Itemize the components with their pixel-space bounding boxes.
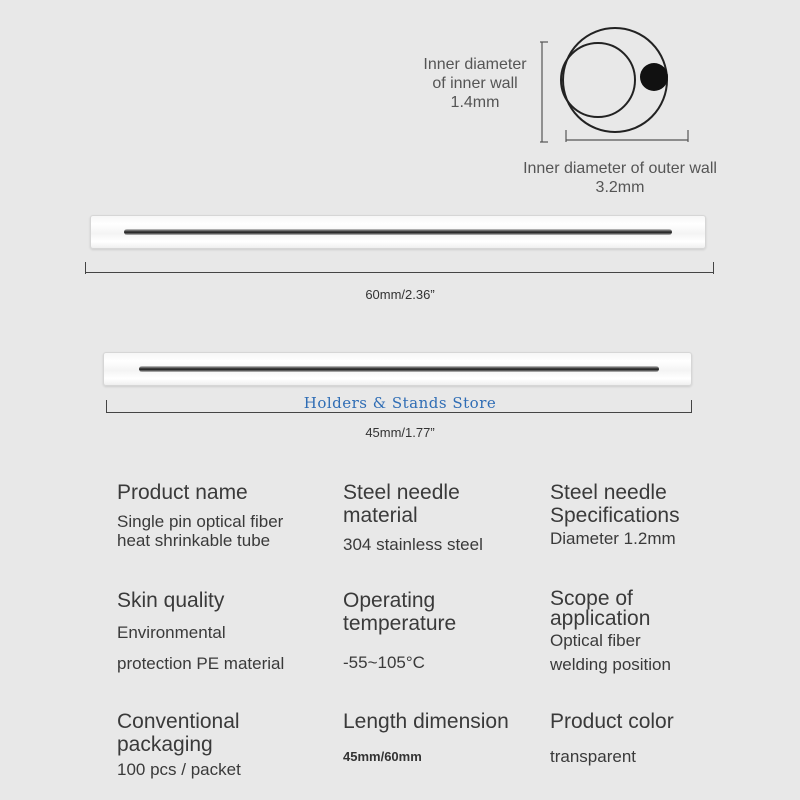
spec-value: transparent (550, 747, 636, 766)
outer-dim-bracket (560, 128, 692, 144)
dimension-label-45mm: 45mm/1.77” (365, 425, 435, 440)
dimension-line-60mm (85, 272, 714, 273)
tube-60mm (90, 215, 706, 249)
spec-conventional-packaging (117, 710, 337, 780)
spec-product-name (117, 481, 337, 550)
dimension-cap-left-60mm (85, 262, 86, 274)
outer-wall-value: 3.2mm (595, 179, 645, 196)
inner-wall-circle (561, 43, 635, 117)
inner-wall-label-line1: Inner diameter (423, 56, 527, 73)
needle-45mm (139, 366, 659, 372)
store-watermark: Holders & Stands Store (303, 394, 497, 412)
spec-label-line1: Steel needle (343, 481, 460, 504)
spec-value: -55~105°C (343, 653, 425, 672)
spec-label: Length dimension (343, 710, 509, 733)
dimension-label-60mm: 60mm/2.36” (365, 287, 435, 302)
spec-label: Skin quality (117, 589, 225, 612)
needle-60mm (124, 229, 672, 235)
spec-label-line2: Specifications (550, 504, 680, 527)
needle-dot (640, 63, 668, 91)
spec-label-line1: Steel needle (550, 481, 667, 504)
spec-value-line1: Environmental (117, 623, 226, 642)
spec-label-line2: material (343, 504, 418, 527)
spec-label: Product name (117, 481, 248, 504)
tube-45mm (103, 352, 692, 386)
spec-label-line2: application (550, 607, 651, 630)
spec-value-line2: heat shrinkable tube (117, 531, 271, 550)
spec-label-line1: Scope of (550, 587, 633, 610)
spec-value-line1: Single pin optical fiber (117, 512, 284, 531)
dimension-cap-right-60mm (713, 262, 714, 274)
spec-label-line1: Conventional (117, 710, 240, 733)
spec-steel-needle-material (343, 481, 543, 555)
outer-wall-label (480, 159, 760, 197)
spec-value: 304 stainless steel (343, 535, 483, 554)
spec-label: Product color (550, 710, 674, 733)
inner-wall-label-line2: of inner wall (432, 75, 518, 92)
spec-scope-of-application (550, 589, 770, 677)
spec-label-line1: Operating (343, 589, 436, 612)
spec-label-line2: temperature (343, 612, 457, 635)
spec-length-dimension (343, 710, 553, 767)
spec-value: 45mm/60mm (343, 749, 422, 764)
spec-value-line2: welding position (550, 655, 671, 674)
spec-value: 100 pcs / packet (117, 760, 241, 779)
inner-wall-label (405, 55, 545, 112)
spec-label-line2: packaging (117, 733, 213, 756)
spec-skin-quality (117, 589, 337, 674)
inner-wall-value: 1.4mm (450, 94, 500, 111)
spec-steel-needle-specifications (550, 481, 770, 549)
spec-value-line2: protection PE material (117, 654, 285, 673)
spec-value-line1: Optical fiber (550, 631, 641, 650)
spec-product-color (550, 710, 770, 767)
dimension-line-45mm (106, 412, 692, 413)
spec-value: Diameter 1.2mm (550, 529, 676, 548)
spec-operating-temperature (343, 589, 543, 673)
outer-wall-label-text: Inner diameter of outer wall (523, 160, 717, 177)
